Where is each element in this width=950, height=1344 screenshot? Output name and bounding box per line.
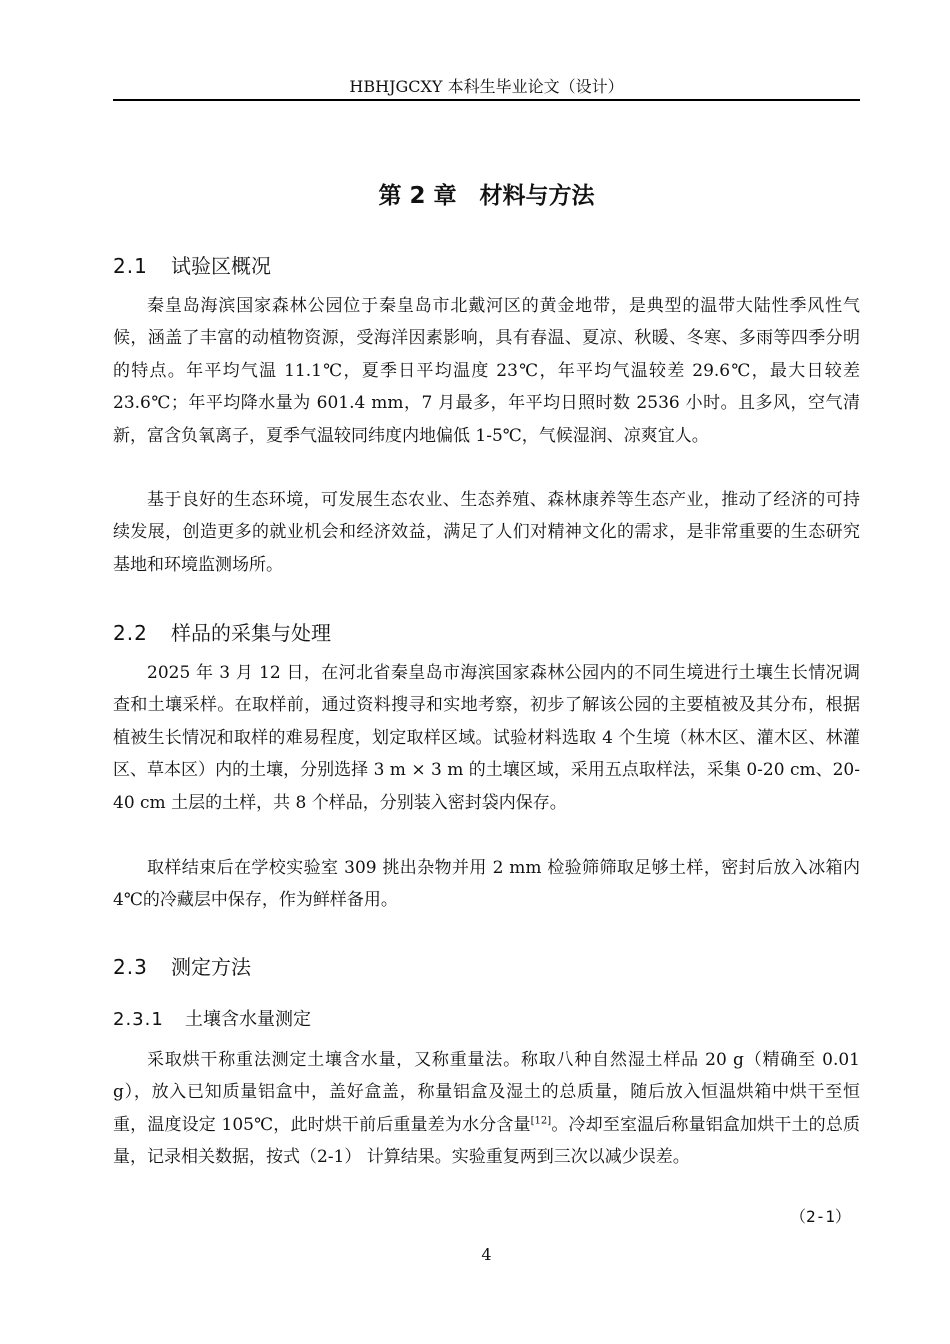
subsection-number: 2.3.1 bbox=[113, 1009, 164, 1030]
paragraph-text: 。冷却至室温后称量铝盒加烘干土的总质量，记录相关数据，按式（2-1） 计算结果。实验重复两到三次以减少误差。 bbox=[113, 1114, 860, 1168]
section-number: 2.1 bbox=[113, 254, 148, 278]
section-title: 测定方法 bbox=[171, 955, 251, 979]
subsection-title: 土壤含水量测定 bbox=[185, 1009, 311, 1030]
paragraph-ecology: 基于良好的生态环境，可发展生态农业、生态养殖、森林康养等生态产业，推动了经济的可持续发展，创造更多的就业机会和经济效益，满足了人们对精神文化的需求，是非常重要的生态研究基地和环境监测场所。 bbox=[113, 490, 860, 575]
running-header: HBHJGCXY 本科生毕业论文（设计） bbox=[349, 77, 624, 96]
section-title: 试验区概况 bbox=[171, 254, 271, 278]
section-number: 2.3 bbox=[113, 955, 148, 979]
equation-number: （2-1） bbox=[790, 1207, 851, 1226]
section-title: 样品的采集与处理 bbox=[171, 621, 331, 645]
subsection-heading-2-3-1 bbox=[113, 1007, 311, 1033]
section-heading-2-1 bbox=[113, 252, 271, 280]
paragraph-storage: 取样结束后在学校实验室 309 挑出杂物并用 2 mm 检验筛筛取足够土样，密封后放入冰箱内 4℃的冷藏层中保存，作为鲜样备用。 bbox=[113, 858, 860, 911]
header-divider bbox=[113, 99, 860, 101]
section-heading-2-2 bbox=[113, 619, 331, 647]
paragraph-site-overview: 秦皇岛海滨国家森林公园位于秦皇岛市北戴河区的黄金地带，是典型的温带大陆性季风性气候，涵盖了丰富的动植物资源，受海洋因素影响，具有春温、夏凉、秋暖、冬寒、多雨等四季分明的特点。年平均气温 11.1℃，夏季日平均温度 23℃，年平均气温较差 29.6℃，最大日较差 23.6℃；年平均降水量为 601.4 mm，7 月最多，年平均日照时数 2536 小时。且多风，空气清新，富含负氧离子，夏季气温较同纬度内地偏低 1-5℃，气候湿润、凉爽宜人。 bbox=[113, 296, 860, 446]
chapter-title: 第 2 章 材料与方法 bbox=[378, 183, 595, 209]
section-number: 2.2 bbox=[113, 621, 148, 645]
paragraph-moisture-method bbox=[113, 1044, 860, 1174]
section-heading-2-3 bbox=[113, 953, 251, 981]
paragraph-sampling: 2025 年 3 月 12 日，在河北省秦皇岛市海滨国家森林公园内的不同生境进行土壤生长情况调查和土壤采样。在取样前，通过资料搜寻和实地考察，初步了解该公园的主要植被及其分布，根据植被生长情况和取样的难易程度，划定取样区域。试验材料选取 4 个生境（林木区、灌木区、林灌区、草本区）内的土壤，分别选择 3 m × 3 m 的土壤区域，采用五点取样法，采集 0-20 cm、20-40 cm 土层的土样，共 8 个样品，分别装入密封袋内保存。 bbox=[113, 663, 860, 813]
citation-reference: [12] bbox=[530, 1115, 552, 1127]
paragraph-text: 采取烘干称重法测定土壤含水量，又称重量法。称取八种自然湿土样品 20 g（精确至 0.01 g），放入已知质量铝盒中，盖好盒盖，称量铝盒及湿土的总质量，随后放入恒温烘箱中烘干至恒重，温度设定 105℃，此时烘干前后重量差为水分含量 bbox=[113, 1050, 860, 1135]
page-number: 4 bbox=[481, 1245, 492, 1264]
